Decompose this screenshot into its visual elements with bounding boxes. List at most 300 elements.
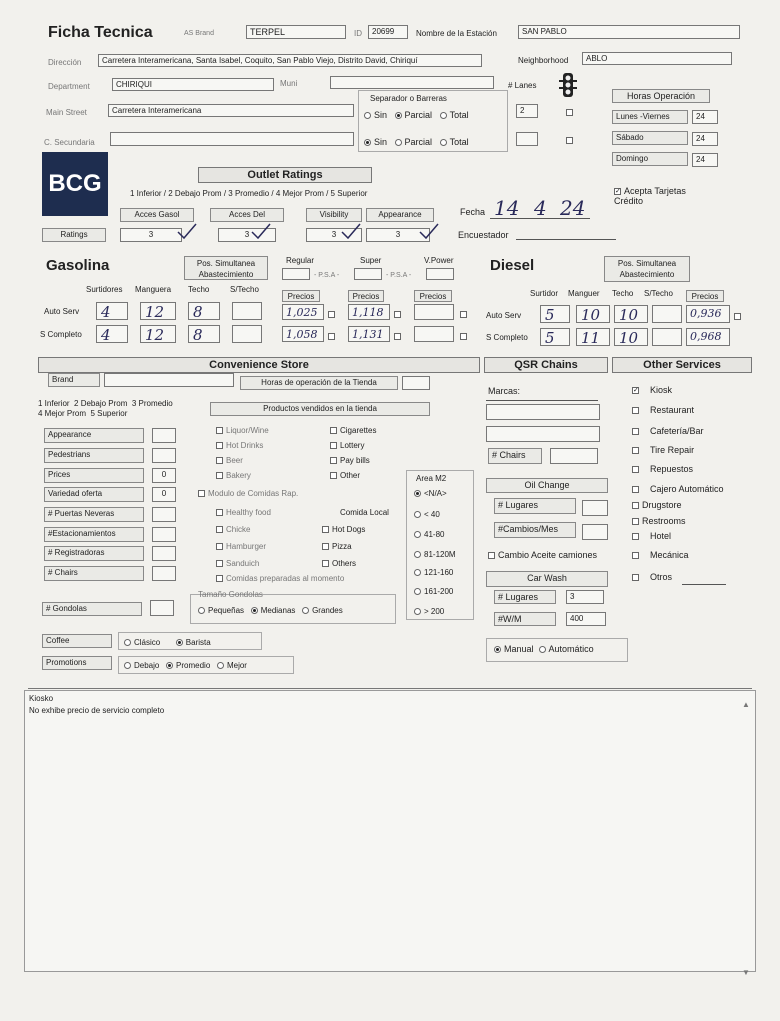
other-service-2 bbox=[632, 426, 704, 436]
other-service-check-6[interactable] bbox=[632, 502, 639, 509]
area-option-1 bbox=[414, 510, 440, 519]
cs-rating-label-5: #Estacionamientos bbox=[44, 527, 144, 542]
other-service-check-3[interactable] bbox=[632, 447, 639, 454]
diesel-title: Diesel bbox=[490, 257, 535, 274]
diesel-comp-s-techo[interactable] bbox=[652, 328, 682, 346]
other-service-check-7[interactable] bbox=[632, 518, 639, 525]
muni-label: Muni bbox=[280, 79, 298, 88]
radio-sin-1[interactable] bbox=[364, 112, 371, 119]
sin-label-2: Sin bbox=[374, 137, 388, 147]
modulo-hamburger bbox=[216, 538, 271, 555]
diesel-col-surtidor: Surtidor bbox=[530, 289, 559, 298]
gas-auto-surtidores[interactable]: 4 bbox=[96, 302, 128, 320]
product-bakery bbox=[216, 468, 269, 483]
gas-auto-check-regular[interactable] bbox=[328, 311, 335, 318]
gas-comp-precio-super[interactable]: 1,131 bbox=[348, 326, 390, 342]
gas-comp-check-vpower-wrap bbox=[460, 328, 470, 346]
gas-auto-techo[interactable]: 8 bbox=[188, 302, 220, 320]
diesel-auto-manguer[interactable]: 10 bbox=[576, 305, 610, 323]
barista-label: Barista bbox=[185, 638, 211, 647]
main-street-field[interactable]: Carretera Interamericana bbox=[108, 104, 354, 117]
brand-label: AS Brand bbox=[184, 30, 214, 37]
cs-scale: 1 Inferior 2 Debajo Prom 3 Promedio 4 Mejor Prom 5 Superior bbox=[38, 399, 173, 418]
parcial-label-1: Parcial bbox=[404, 110, 433, 120]
product-cigarettes bbox=[330, 423, 376, 438]
modulo-left bbox=[216, 504, 271, 572]
modulo-pizza-label: Pizza bbox=[332, 542, 352, 551]
cs-rating-label-7: # Chairs bbox=[44, 566, 144, 581]
lunes-viernes-label: Lunes -Viernes bbox=[612, 110, 688, 124]
fecha-day: 14 bbox=[494, 196, 520, 220]
cs-rating-label-0: Appearance bbox=[44, 428, 144, 443]
precios-vpower-label: Precios bbox=[414, 290, 452, 302]
product-other-label: Other bbox=[340, 471, 361, 480]
manual-options bbox=[494, 644, 594, 654]
other-service-0 bbox=[632, 385, 672, 395]
qsr-chairs-label: # Chairs bbox=[488, 448, 542, 464]
product-hot-drinks-check[interactable] bbox=[216, 442, 223, 449]
tamano-options bbox=[198, 606, 343, 615]
cs-rating-field-4[interactable] bbox=[152, 507, 176, 522]
area-option-5 bbox=[414, 587, 453, 596]
product-cigarettes-label: Cigarettes bbox=[340, 426, 377, 435]
lunes-viernes-field[interactable]: 24 bbox=[692, 110, 718, 124]
coffee-options bbox=[124, 638, 211, 647]
otros-line[interactable] bbox=[682, 584, 726, 585]
other-service-check-1[interactable] bbox=[632, 407, 639, 414]
department-label: Department bbox=[48, 82, 90, 91]
automatico-label: Automático bbox=[548, 644, 594, 654]
cs-rating-label-1: Pedestrians bbox=[44, 448, 144, 463]
lanes-check-2[interactable] bbox=[566, 137, 573, 144]
product-hot-drinks bbox=[216, 438, 269, 453]
other-service-7 bbox=[632, 516, 686, 526]
area-option-0 bbox=[414, 489, 447, 498]
radio-barista[interactable] bbox=[176, 639, 183, 646]
vpower-label: V.Power bbox=[424, 256, 454, 265]
other-service-label-2: Cafetería/Bar bbox=[650, 426, 704, 436]
parcial-label-2: Parcial bbox=[404, 137, 433, 147]
fecha-line bbox=[490, 218, 590, 219]
product-pay-bills bbox=[330, 453, 376, 468]
gas-comp-check-vpower[interactable] bbox=[460, 333, 467, 340]
station-field[interactable]: SAN PABLO bbox=[518, 25, 740, 39]
diesel-col-manguer: Manguer bbox=[568, 289, 600, 298]
product-liquor-check[interactable] bbox=[216, 427, 223, 434]
modulo-healthy bbox=[216, 504, 271, 521]
oil-lugares-label: # Lugares bbox=[494, 498, 576, 514]
modulo-hot-dogs-check[interactable] bbox=[322, 526, 329, 533]
cw-lugares-field[interactable]: 3 bbox=[566, 590, 604, 604]
product-pay-bills-label: Pay bills bbox=[340, 456, 370, 465]
gas-s-completo-label: S Completo bbox=[40, 330, 82, 339]
qsr-chains-title: QSR Chains bbox=[484, 357, 608, 373]
area-radio-2[interactable] bbox=[414, 531, 421, 538]
modulo-chicke bbox=[216, 521, 271, 538]
gas-comp-precio-regular[interactable]: 1,058 bbox=[282, 326, 324, 342]
car-wash-label: Car Wash bbox=[486, 571, 608, 587]
area-option-label-6: > 200 bbox=[424, 607, 445, 616]
product-beer bbox=[216, 453, 269, 468]
neighborhood-field[interactable]: ABLO bbox=[582, 52, 732, 65]
cs-rating-field-2[interactable]: 0 bbox=[152, 468, 176, 483]
gas-auto-check-regular-wrap bbox=[328, 306, 338, 324]
acepta-tarjetas bbox=[614, 186, 714, 206]
modulo-others-label: Others bbox=[332, 559, 357, 568]
other-service-3 bbox=[632, 445, 694, 455]
area-radio-6[interactable] bbox=[414, 608, 421, 615]
sin-label-1: Sin bbox=[374, 110, 388, 120]
pequenas-label: Pequeñas bbox=[208, 606, 245, 615]
other-service-8 bbox=[632, 531, 671, 541]
radio-automatico[interactable] bbox=[539, 646, 546, 653]
col-manguera: Manguera bbox=[135, 285, 172, 294]
psa-label-1: - P.S.A - bbox=[314, 272, 340, 279]
outlet-ratings-title: Outlet Ratings bbox=[198, 167, 372, 183]
gas-auto-precio-regular[interactable]: 1,025 bbox=[282, 304, 324, 320]
separador-row-2 bbox=[364, 137, 469, 147]
cambio-aceite-check[interactable] bbox=[488, 552, 495, 559]
modulo-pizza-check[interactable] bbox=[322, 543, 329, 550]
cs-rating-label-3: Variedad oferta bbox=[44, 487, 144, 502]
radio-manual[interactable] bbox=[494, 646, 501, 653]
scroll-down-icon[interactable]: ▼ bbox=[742, 968, 750, 977]
gas-auto-s-techo[interactable] bbox=[232, 302, 262, 320]
area-option-label-4: 121-160 bbox=[424, 568, 454, 577]
gas-auto-manguera[interactable]: 12 bbox=[140, 302, 176, 320]
product-beer-check[interactable] bbox=[216, 457, 223, 464]
diesel-comp-surtidor[interactable]: 5 bbox=[540, 328, 570, 346]
cs-rating-field-7[interactable] bbox=[152, 566, 176, 581]
gas-comp-surtidores[interactable]: 4 bbox=[96, 325, 128, 343]
acces-del-label: Acces Del bbox=[210, 208, 284, 222]
other-service-check-0[interactable]: ✓ bbox=[633, 387, 639, 395]
radio-total-1[interactable] bbox=[440, 112, 447, 119]
check-mark-3 bbox=[340, 222, 362, 245]
other-services-title: Other Services bbox=[612, 357, 752, 373]
notes-textarea[interactable] bbox=[24, 690, 756, 972]
radio-total-2[interactable] bbox=[440, 139, 447, 146]
diesel-s-completo-label: S Completo bbox=[486, 333, 528, 342]
lanes-check-1-wrap bbox=[566, 104, 576, 122]
cs-rating-field-5[interactable] bbox=[152, 527, 176, 542]
modulo-comida-local bbox=[322, 504, 389, 521]
other-service-check-8[interactable] bbox=[632, 533, 639, 540]
cs-products-right bbox=[330, 423, 376, 483]
radio-clasico[interactable] bbox=[124, 639, 131, 646]
psa-regular-field[interactable] bbox=[282, 268, 310, 280]
muni-field[interactable] bbox=[330, 76, 494, 89]
lanes-check-2-wrap bbox=[566, 132, 576, 150]
tamano-label: Tamaño Gondolas bbox=[198, 590, 263, 599]
oil-lugares-field[interactable] bbox=[582, 500, 608, 516]
area-option-label-5: 161-200 bbox=[424, 587, 454, 596]
modulo-sanduich-label: Sanduich bbox=[226, 559, 260, 568]
radio-medianas[interactable] bbox=[251, 607, 258, 614]
radio-pequenas[interactable] bbox=[198, 607, 205, 614]
radio-promedio[interactable] bbox=[166, 662, 173, 669]
other-service-6 bbox=[632, 500, 682, 510]
gas-comp-s-techo[interactable] bbox=[232, 325, 262, 343]
other-service-label-7: Restrooms bbox=[642, 516, 686, 526]
psa-super-field[interactable] bbox=[354, 268, 382, 280]
check-mark-2 bbox=[250, 222, 272, 245]
modulo-healthy-check[interactable] bbox=[216, 509, 223, 516]
cs-rating-field-1[interactable] bbox=[152, 448, 176, 463]
cs-rating-field-0[interactable] bbox=[152, 428, 176, 443]
lanes-label: # Lanes bbox=[508, 81, 537, 90]
cambio-aceite-label: Cambio Aceite camiones bbox=[498, 550, 598, 560]
other-service-label-9: Mecánica bbox=[650, 550, 689, 560]
product-lottery-check[interactable] bbox=[330, 442, 337, 449]
other-service-label-6: Drugstore bbox=[642, 500, 682, 510]
precios-regular-label: Precios bbox=[282, 290, 320, 302]
sabado-field[interactable]: 24 bbox=[692, 132, 718, 146]
area-label: Area M2 bbox=[416, 474, 447, 483]
modulo-comidas-check[interactable] bbox=[198, 490, 205, 497]
psa-label-2: - P.S.A - bbox=[386, 272, 412, 279]
fecha-year: 24 bbox=[560, 196, 586, 220]
precios-super-label: Precios bbox=[348, 290, 384, 302]
diesel-pos-label: Pos. Simultanea Abastecimiento bbox=[604, 256, 690, 282]
gas-auto-precio-vpower[interactable] bbox=[414, 304, 454, 320]
product-cigarettes-check[interactable] bbox=[330, 427, 337, 434]
other-service-label-0: Kiosk bbox=[650, 385, 673, 395]
domingo-label: Domingo bbox=[612, 152, 688, 166]
gasolina-title: Gasolina bbox=[46, 257, 110, 274]
lanes-field-1[interactable]: 2 bbox=[516, 104, 538, 118]
modulo-others bbox=[322, 555, 389, 572]
c-secundaria-label: C. Secundaria bbox=[44, 138, 95, 147]
modulo-hamburger-label: Hamburger bbox=[226, 542, 267, 551]
other-service-check-9[interactable] bbox=[632, 552, 639, 559]
qsr-chairs-field[interactable] bbox=[550, 448, 598, 464]
rating-visibility[interactable]: 3 bbox=[306, 228, 362, 242]
radio-sin-2[interactable] bbox=[364, 139, 371, 146]
area-option-label-1: < 40 bbox=[424, 510, 440, 519]
gas-auto-check-vpower-wrap bbox=[460, 306, 470, 324]
notes-line-2: No exhibe precio de servicio completo bbox=[29, 706, 165, 715]
cs-brand-field[interactable] bbox=[104, 373, 234, 387]
diesel-auto-check[interactable] bbox=[734, 313, 741, 320]
main-street-label: Main Street bbox=[46, 108, 87, 117]
promotions-label: Promotions bbox=[42, 656, 112, 670]
notes-divider bbox=[28, 688, 752, 689]
lanes-field-2[interactable] bbox=[516, 132, 538, 146]
c-secundaria-field[interactable] bbox=[110, 132, 354, 146]
other-service-1 bbox=[632, 405, 694, 415]
product-liquor bbox=[216, 423, 269, 438]
gas-auto-check-vpower[interactable] bbox=[460, 311, 467, 318]
other-service-check-10[interactable] bbox=[632, 574, 639, 581]
other-service-check-2[interactable] bbox=[632, 428, 639, 435]
cs-products-left bbox=[216, 423, 269, 483]
other-service-check-4[interactable] bbox=[632, 466, 639, 473]
product-lottery bbox=[330, 438, 376, 453]
radio-mejor[interactable] bbox=[217, 662, 224, 669]
rating-appearance[interactable]: 3 bbox=[366, 228, 430, 242]
modulo-chicke-label: Chicke bbox=[226, 525, 251, 534]
outlet-scale: 1 Inferior / 2 Debajo Prom / 3 Promedio / 4 Mejor Prom / 5 Superior bbox=[130, 189, 368, 198]
modulo-others-check[interactable] bbox=[322, 560, 329, 567]
gas-comp-precio-vpower[interactable] bbox=[414, 326, 454, 342]
area-radio-3[interactable] bbox=[414, 551, 421, 558]
cs-rating-field-3[interactable]: 0 bbox=[152, 487, 176, 502]
product-other-check[interactable] bbox=[330, 472, 337, 479]
area-radio-1[interactable] bbox=[414, 511, 421, 518]
marcas-field-2[interactable] bbox=[486, 426, 600, 442]
product-beer-label: Beer bbox=[226, 456, 243, 465]
station-label: Nombre de la Estación bbox=[416, 29, 497, 38]
wm-field[interactable]: 400 bbox=[566, 612, 606, 626]
area-radio-4[interactable] bbox=[414, 569, 421, 576]
total-label-2: Total bbox=[449, 137, 469, 147]
product-pay-bills-check[interactable] bbox=[330, 457, 337, 464]
radio-grandes[interactable] bbox=[302, 607, 309, 614]
col-surtidores: Surtidores bbox=[86, 285, 123, 294]
domingo-field[interactable]: 24 bbox=[692, 153, 718, 167]
radio-parcial-2[interactable] bbox=[395, 139, 402, 146]
diesel-auto-serv-label: Auto Serv bbox=[486, 311, 522, 320]
mejor-label: Mejor bbox=[226, 661, 247, 670]
gas-comp-check-regular[interactable] bbox=[328, 333, 335, 340]
oil-change-label: Oil Change bbox=[486, 478, 608, 493]
debajo-label: Debajo bbox=[134, 661, 160, 670]
fecha-month: 4 bbox=[534, 196, 547, 220]
bcg-logo: BCG bbox=[42, 152, 108, 216]
other-service-10 bbox=[632, 572, 672, 582]
diesel-comp-techo[interactable]: 10 bbox=[614, 328, 648, 346]
diesel-comp-manguer[interactable]: 11 bbox=[576, 328, 610, 346]
gas-auto-check-super[interactable] bbox=[394, 311, 401, 318]
comidas-preparadas bbox=[216, 574, 344, 583]
coffee-label: Coffee bbox=[42, 634, 112, 648]
brand-field[interactable]: TERPEL bbox=[246, 25, 346, 39]
id-field[interactable]: 20699 bbox=[368, 25, 408, 39]
cs-rating-field-6[interactable] bbox=[152, 546, 176, 561]
product-liquor-label: Liquor/Wine bbox=[226, 426, 269, 435]
notes-content bbox=[25, 691, 755, 719]
diesel-auto-techo[interactable]: 10 bbox=[614, 305, 648, 323]
cs-brand-label: Brand bbox=[48, 373, 100, 387]
notes-line-1: Kiosko bbox=[29, 694, 54, 703]
super-label: Super bbox=[360, 256, 382, 265]
medianas-label: Medianas bbox=[260, 606, 296, 615]
modulo-comidas-label: Modulo de Comidas Rap. bbox=[208, 489, 299, 498]
separador-label: Separador o Barreras bbox=[370, 94, 447, 103]
other-service-check-5[interactable] bbox=[632, 486, 639, 493]
area-option-4 bbox=[414, 568, 453, 577]
diesel-col-techo: Techo bbox=[612, 289, 634, 298]
convenience-store-title: Convenience Store bbox=[38, 357, 480, 373]
appearance-label: Appearance bbox=[366, 208, 434, 222]
fecha-label: Fecha bbox=[460, 207, 486, 217]
direccion-field[interactable]: Carretera Interamericana, Santa Isabel, Coquito, San Pablo Viejo, Distrito David, Chiriquí bbox=[98, 54, 482, 67]
check-mark-1 bbox=[176, 222, 198, 245]
separador-row-1 bbox=[364, 110, 469, 120]
area-radio-5[interactable] bbox=[414, 588, 421, 595]
modulo-sanduich bbox=[216, 555, 271, 572]
gondolas-field[interactable] bbox=[150, 600, 174, 616]
gas-comp-check-regular-wrap bbox=[328, 328, 338, 346]
gas-comp-manguera[interactable]: 12 bbox=[140, 325, 176, 343]
product-hot-drinks-label: Hot Drinks bbox=[226, 441, 264, 450]
marcas-field-1[interactable] bbox=[486, 404, 600, 420]
psa-vpower-field[interactable] bbox=[426, 268, 454, 280]
modulo-comida-local-label: Comida Local bbox=[340, 508, 389, 517]
diesel-comp-precio[interactable]: 0,968 bbox=[686, 328, 730, 346]
radio-debajo[interactable] bbox=[124, 662, 131, 669]
gas-comp-techo[interactable]: 8 bbox=[188, 325, 220, 343]
area-option-label-3: 81-120M bbox=[424, 550, 456, 559]
marcas-label: Marcas: bbox=[488, 386, 521, 396]
other-service-label-3: Tire Repair bbox=[650, 445, 695, 455]
col-techo: Techo bbox=[188, 285, 210, 294]
department-field[interactable]: CHIRIQUI bbox=[112, 78, 274, 91]
modulo-chicke-check[interactable] bbox=[216, 526, 223, 533]
modulo-right bbox=[322, 504, 389, 572]
gas-auto-precio-super[interactable]: 1,118 bbox=[348, 304, 390, 320]
oil-cambios-field[interactable] bbox=[582, 524, 608, 540]
rating-acces-del[interactable]: 3 bbox=[218, 228, 276, 242]
cs-rating-label-6: # Registradoras bbox=[44, 546, 144, 561]
acepta-tarjetas-label: Acepta Tarjetas Crédito bbox=[614, 186, 686, 206]
diesel-auto-surtidor[interactable]: 5 bbox=[540, 305, 570, 323]
diesel-auto-s-techo[interactable] bbox=[652, 305, 682, 323]
area-option-6 bbox=[414, 607, 444, 616]
area-option-label-2: 41-80 bbox=[424, 530, 445, 539]
marcas-line[interactable] bbox=[486, 400, 598, 401]
product-bakery-check[interactable] bbox=[216, 472, 223, 479]
acces-gasol-label: Acces Gasol bbox=[120, 208, 194, 222]
total-label-1: Total bbox=[449, 110, 469, 120]
modulo-sanduich-check[interactable] bbox=[216, 560, 223, 567]
diesel-auto-check-wrap bbox=[734, 308, 744, 326]
cs-horas-field[interactable] bbox=[402, 376, 430, 390]
other-service-label-4: Repuestos bbox=[650, 464, 694, 474]
gas-comp-check-super[interactable] bbox=[394, 333, 401, 340]
promotions-options bbox=[124, 661, 247, 670]
diesel-auto-precio[interactable]: 0,936 bbox=[686, 305, 730, 323]
gas-auto-check-super-wrap bbox=[394, 306, 404, 324]
acepta-tarjetas-check[interactable]: ✓ bbox=[615, 188, 621, 196]
comidas-preparadas-check[interactable] bbox=[216, 575, 223, 582]
area-radio-0[interactable] bbox=[414, 490, 421, 497]
regular-label: Regular bbox=[286, 256, 315, 265]
comidas-preparadas-label: Comidas preparadas al momento bbox=[226, 574, 345, 583]
modulo-hamburger-check[interactable] bbox=[216, 543, 223, 550]
modulo-comidas bbox=[198, 489, 298, 498]
other-service-label-5: Cajero Automático bbox=[650, 484, 724, 494]
area-option-2 bbox=[414, 530, 444, 539]
scroll-up-icon[interactable]: ▲ bbox=[742, 700, 750, 709]
col-s-techo: S/Techo bbox=[230, 285, 259, 294]
direccion-label: Dirección bbox=[48, 58, 82, 67]
rating-acces-gasol[interactable]: 3 bbox=[120, 228, 182, 242]
other-service-5 bbox=[632, 484, 724, 494]
modulo-healthy-label: Healthy food bbox=[226, 508, 271, 517]
other-service-label-8: Hotel bbox=[650, 531, 672, 541]
product-bakery-label: Bakery bbox=[226, 471, 251, 480]
traffic-light-icon bbox=[558, 72, 578, 103]
gas-comp-check-super-wrap bbox=[394, 328, 404, 346]
modulo-hot-dogs-label: Hot Dogs bbox=[332, 525, 366, 534]
product-other bbox=[330, 468, 376, 483]
radio-parcial-1[interactable] bbox=[395, 112, 402, 119]
lanes-check-1[interactable] bbox=[566, 109, 573, 116]
encuestador-line[interactable] bbox=[516, 239, 616, 240]
cs-rating-label-4: # Puertas Neveras bbox=[44, 507, 144, 522]
